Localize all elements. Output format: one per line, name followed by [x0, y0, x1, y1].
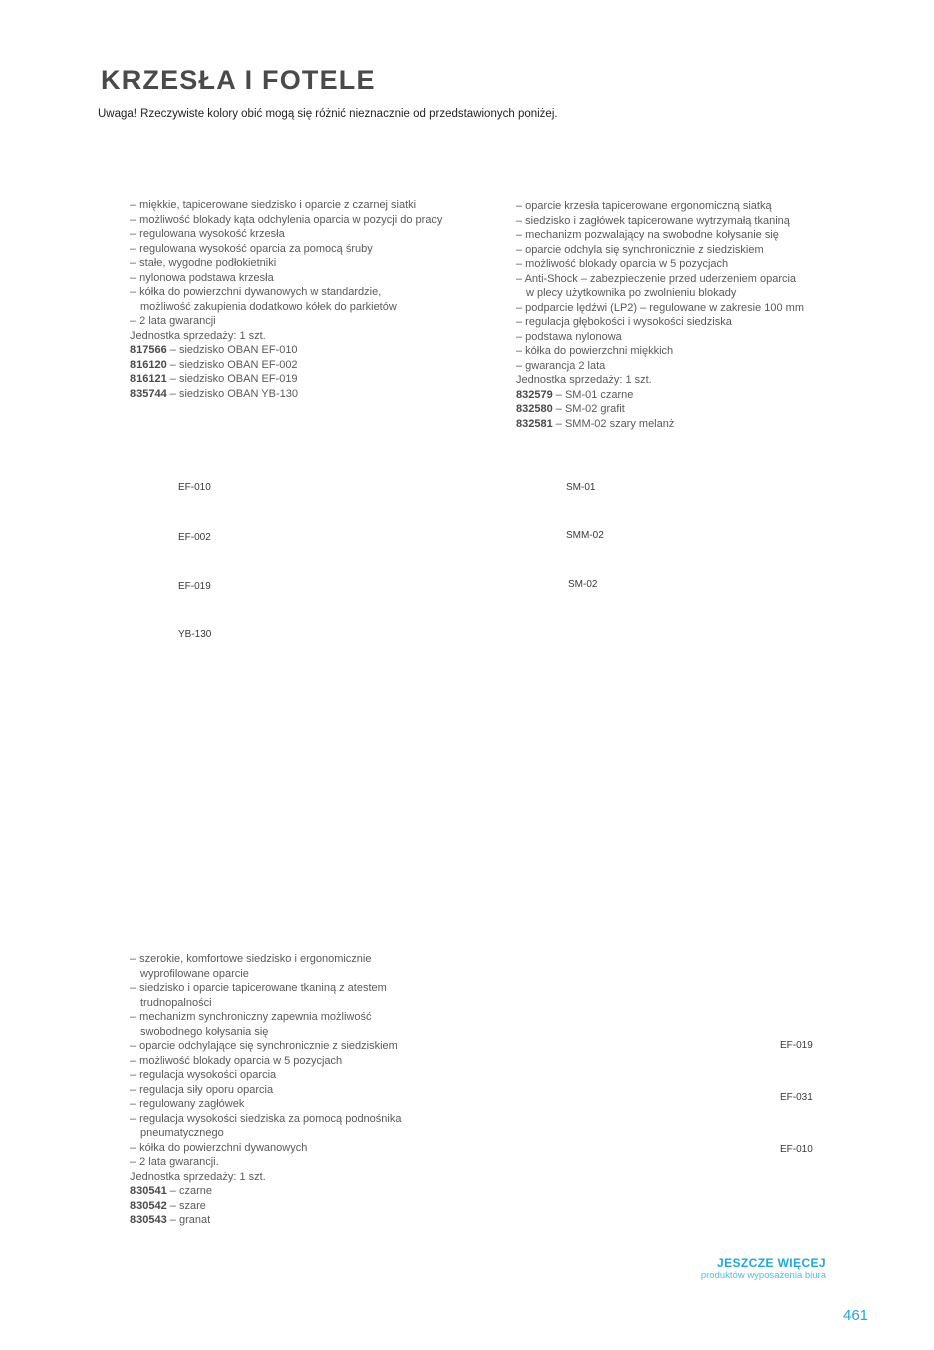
- feature-item: – siedzisko i zagłówek tapicerowane wytrzymałą tkaniną: [516, 214, 790, 227]
- product-code: 830542: [130, 1199, 167, 1212]
- variant-row: [130, 343, 470, 358]
- product-code: 830543: [130, 1214, 167, 1226]
- product-code: 835744: [130, 387, 167, 400]
- feature-item: – kółka do powierzchni dywanowych w standardzie,: [130, 286, 382, 298]
- feature-item: – oparcie odchylające się synchronicznie z siedziskiem: [130, 1040, 398, 1052]
- sales-unit-text: Jednostka sprzedaży: 1 szt.: [516, 374, 652, 386]
- feature-item-continuation: możliwość zakupienia dodatkowo kółek do parkietów: [140, 300, 397, 313]
- variant-row: [130, 372, 470, 387]
- feature-item-continuation: trudnopalności: [140, 996, 212, 1009]
- variant-row: [130, 358, 470, 373]
- product-code: 816121: [130, 373, 167, 385]
- page-title: KRZESŁA I FOTELE: [101, 65, 376, 95]
- product-code: 830541: [130, 1185, 167, 1197]
- variant-row: [516, 402, 836, 417]
- variant-row: [516, 417, 836, 432]
- feature-item: – regulowana wysokość krzesła: [130, 228, 285, 240]
- swatch-label-ef-019: EF-019: [178, 581, 211, 592]
- swatch-label-ef-031: EF-031: [780, 1092, 813, 1103]
- product-right-description: [516, 199, 836, 431]
- feature-item: – regulacja wysokości oparcia: [130, 1069, 277, 1081]
- variant-row: [130, 1199, 420, 1214]
- variant-description: – siedzisko OBAN EF-019: [166, 373, 298, 385]
- product-code: 832579: [516, 388, 553, 401]
- product-code: 832580: [516, 403, 553, 415]
- sales-unit-text: Jednostka sprzedaży: 1 szt.: [130, 1170, 266, 1183]
- swatch-label-sm-01: SM-01: [566, 482, 596, 493]
- variant-description: – siedzisko OBAN EF-002: [166, 358, 298, 371]
- variant-row: [130, 1213, 420, 1228]
- feature-item-continuation: swobodnego kołysania się: [140, 1025, 269, 1038]
- feature-item: – 2 lata gwarancji.: [130, 1156, 219, 1168]
- feature-item: – podparcie lędźwi (LP2) – regulowane w zakresie 100 mm: [516, 301, 804, 314]
- feature-item: – regulacja wysokości siedziska za pomocą podnośnika: [130, 1112, 402, 1125]
- swatch-label-smm-02: SMM-02: [566, 530, 604, 541]
- swatch-label-yb-130: YB-130: [178, 629, 212, 640]
- more-products-link[interactable]: [701, 1256, 826, 1281]
- feature-item: – nylonowa podstawa krzesła: [130, 271, 274, 284]
- product-code: 816120: [130, 358, 167, 371]
- feature-item: – kółka do powierzchni dywanowych: [130, 1141, 308, 1154]
- page-number: 461: [843, 1307, 869, 1324]
- feature-item: – regulowany zagłówek: [130, 1098, 245, 1110]
- feature-item: – oparcie odchyla się synchronicznie z siedziskiem: [516, 243, 764, 256]
- variant-description: – SMM-02 szary melanż: [552, 417, 675, 430]
- feature-item: – możliwość blokady oparcia w 5 pozycjach: [516, 258, 729, 270]
- swatch-label-ef-010: EF-010: [780, 1144, 813, 1155]
- variant-description: – SM-01 czarne: [552, 388, 634, 401]
- variant-description: – szare: [166, 1199, 206, 1212]
- feature-item: – regulacja siły oporu oparcia: [130, 1083, 274, 1096]
- variant-row: [130, 1184, 420, 1199]
- feature-item: – oparcie krzesła tapicerowane ergonomiczną siatką: [516, 200, 772, 212]
- feature-item: – szerokie, komfortowe siedzisko i ergonomicznie: [130, 953, 372, 965]
- product-bottom-description: [130, 952, 420, 1228]
- variant-description: – czarne: [166, 1185, 212, 1197]
- product-code: 832581: [516, 417, 553, 430]
- feature-item: – podstawa nylonowa: [516, 330, 622, 343]
- feature-item: – stałe, wygodne podłokietniki: [130, 257, 277, 269]
- feature-item: – siedzisko i oparcie tapicerowane tkaniną z atestem: [130, 982, 387, 994]
- variant-description: – granat: [166, 1214, 211, 1226]
- product-code: 817566: [130, 344, 167, 356]
- more-products-title: JESZCZE WIĘCEJ: [717, 1256, 826, 1270]
- feature-item: – mechanizm synchroniczny zapewnia możliwość: [130, 1011, 372, 1023]
- feature-item-continuation: pneumatycznego: [140, 1127, 224, 1139]
- feature-item: – regulacja głębokości i wysokości siedziska: [516, 316, 732, 328]
- swatch-label-ef-019: EF-019: [780, 1040, 813, 1051]
- feature-item: – regulowana wysokość oparcia za pomocą śruby: [130, 242, 373, 255]
- feature-item: – gwarancja 2 lata: [516, 359, 606, 372]
- feature-item-continuation: wyprofilowane oparcie: [140, 967, 249, 980]
- warranty-text: – 2 lata gwarancji: [130, 315, 216, 327]
- feature-item: – kółka do powierzchni miękkich: [516, 345, 674, 357]
- feature-item-continuation: w plecy użytkownika po zwolnieniu blokady: [526, 287, 737, 299]
- product-left-description: [130, 198, 470, 401]
- variant-row: [516, 388, 836, 403]
- feature-item: – możliwość blokady kąta odchylenia oparcia w pozycji do pracy: [130, 213, 443, 226]
- more-products-subtitle: produktów wyposażenia biura: [700, 1270, 826, 1281]
- sales-unit-text: Jednostka sprzedaży: 1 szt.: [130, 329, 266, 342]
- variant-description: – siedzisko OBAN EF-010: [166, 344, 298, 356]
- swatch-label-ef-010: EF-010: [178, 482, 211, 493]
- feature-item: – Anti-Shock – zabezpieczenie przed uderzeniem oparcia: [516, 272, 797, 285]
- feature-item: – możliwość blokady oparcia w 5 pozycjach: [130, 1054, 343, 1067]
- variant-row: [130, 387, 470, 402]
- feature-item: – mechanizm pozwalający na swobodne kołysanie się: [516, 229, 779, 241]
- variant-description: – siedzisko OBAN YB-130: [166, 387, 298, 400]
- variant-description: – SM-02 grafit: [552, 403, 625, 415]
- swatch-label-sm-02: SM-02: [568, 579, 598, 590]
- feature-item: – miękkie, tapicerowane siedzisko i oparcie z czarnej siatki: [130, 199, 417, 211]
- swatch-label-ef-002: EF-002: [178, 532, 211, 543]
- color-notice: Uwaga! Rzeczywiste kolory obić mogą się różnić nieznacznie od przedstawionych poniżej.: [98, 108, 558, 120]
